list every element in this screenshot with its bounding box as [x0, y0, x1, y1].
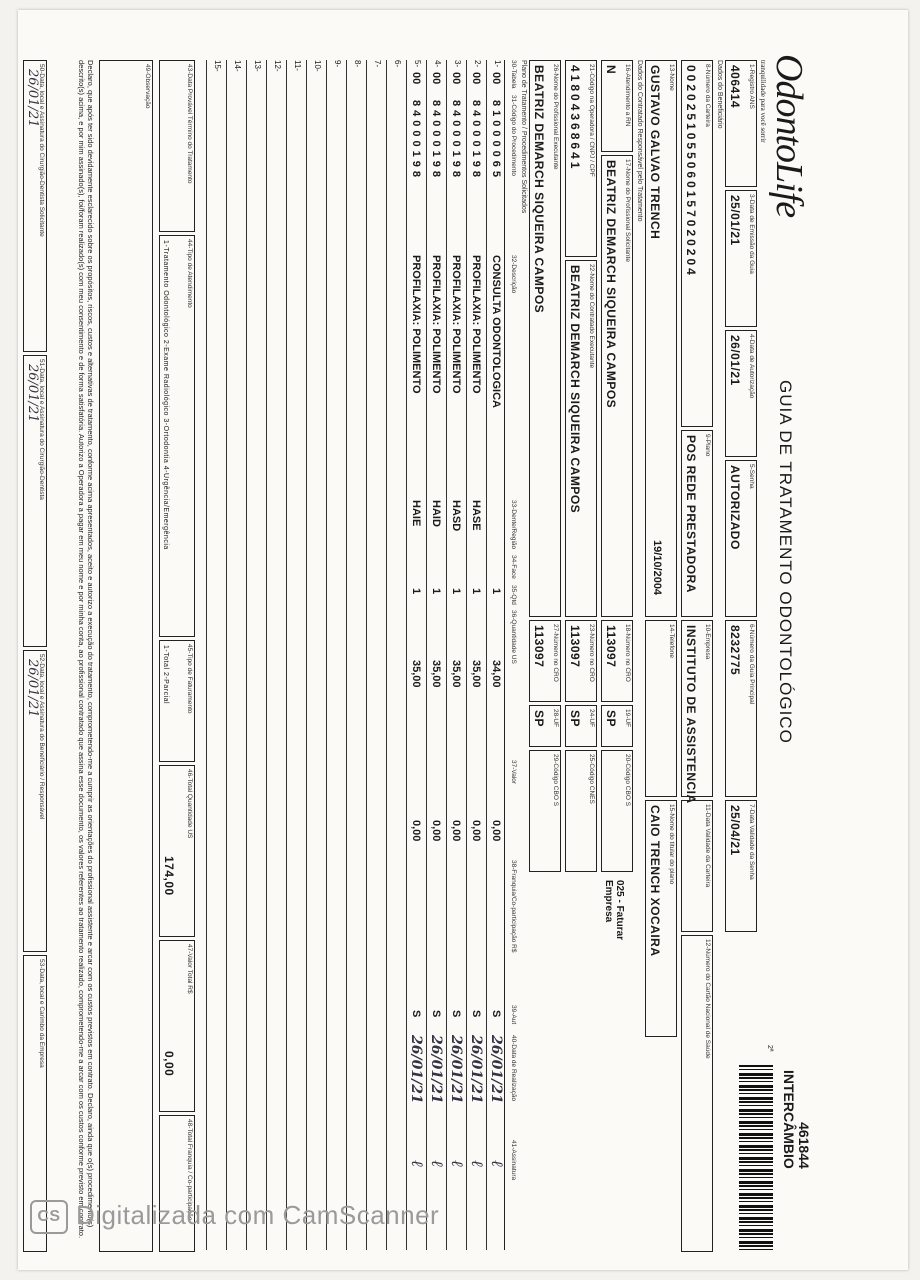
tabela: 00 — [450, 72, 462, 85]
signature-scribble: ℓ — [428, 1160, 447, 1167]
label: 9-Plano — [704, 434, 711, 457]
guide-number — [781, 1070, 811, 1169]
label: 3-Data de Emissão da Guia — [748, 194, 755, 274]
label: 16-Atendimento a RN — [624, 64, 631, 127]
field-prof-solicitante — [601, 155, 633, 617]
form-title: GUIA DE TRATAMENTO ODONTOLÓGICO — [776, 380, 795, 744]
row-number: 11- — [293, 60, 302, 71]
signature-date: 26/01/21 — [25, 69, 40, 128]
value: 1-Tratamento Odontológico 2-Exame Radiológico 3-Ortodontia 4-Urgência/Emergência — [162, 240, 169, 550]
field-uf-executante — [529, 705, 561, 747]
field-cbo-solicitante — [601, 750, 633, 872]
field-data-emissao — [725, 190, 757, 327]
field-uf-solicitante — [601, 705, 633, 747]
label: 1-Registro ANS — [748, 64, 755, 109]
row-number: 14- — [233, 60, 242, 72]
field-guia-principal — [725, 620, 757, 797]
value: N — [604, 65, 618, 75]
table-row — [446, 60, 467, 1250]
col-qtd: 35-Qtd — [510, 585, 517, 605]
qtd: 1 — [490, 588, 502, 595]
label: 50-Data, local e Assinatura do Cirurgião-Dentista Solicitante — [38, 64, 45, 237]
value: SP — [568, 710, 582, 728]
procedures-header — [504, 60, 517, 1250]
watermark-text: Digitalizada com CamScanner — [76, 1200, 440, 1230]
codigo: 84000198 — [410, 100, 422, 181]
guide-type: INTERCÂMBIO — [781, 1070, 797, 1169]
signature-scribble: ℓ — [488, 1160, 507, 1167]
signature-scribble: ℓ — [448, 1160, 467, 1167]
table-row — [426, 60, 447, 1250]
regiao: HASE — [470, 500, 482, 531]
col-assinatura: 41-Assinatura — [510, 1140, 517, 1181]
signature-scribble: ℓ — [468, 1160, 487, 1167]
row-number: 13- — [253, 60, 262, 72]
col-descricao: 32-Descrição — [510, 255, 517, 294]
label: 45-Tipo de Faturamento — [186, 644, 193, 714]
field-validade-carteira — [681, 800, 713, 932]
field-uf-contratado — [565, 705, 597, 747]
odontolife-logo — [759, 54, 811, 217]
us: 35,00 — [410, 660, 422, 688]
table-row-empty — [286, 60, 303, 1250]
field-cnes — [565, 750, 597, 872]
value: GUSTAVO GALVAO TRENCH — [648, 65, 662, 240]
row-number: 12- — [273, 60, 282, 72]
row-number: 5- — [413, 60, 422, 68]
value: 113097 — [604, 625, 618, 668]
label: 18-Número no CRO — [624, 624, 631, 682]
value: 113097 — [568, 625, 582, 668]
table-row — [466, 60, 487, 1250]
descricao: CONSULTA ODONTOLOGICA — [490, 255, 502, 408]
section-responsavel: Dados do Contratado Responsável pelo Tratamento — [636, 60, 643, 222]
row-number: 7- — [373, 60, 382, 68]
value: CAIO TRENCH XOCAIRA — [648, 805, 662, 957]
data: 26/01/21 — [428, 1035, 444, 1104]
field-cro-executante — [529, 620, 561, 702]
label: 53-Data, local e Carimbo da Empresa — [38, 959, 45, 1068]
row-number: 15- — [213, 60, 222, 72]
value: BEATRIZ DEMARCH SIQUEIRA CAMPOS — [568, 265, 582, 514]
table-row-empty — [266, 60, 283, 1250]
value: 8232775 — [728, 625, 742, 676]
codigo: 84000198 — [450, 100, 462, 181]
col-aut: 39-Aut — [510, 1005, 517, 1025]
codigo: 81000065 — [490, 100, 502, 181]
camscanner-watermark — [30, 1200, 439, 1234]
label: 51-Data, local e Assinatura do Cirurgião-Dentista — [38, 359, 45, 500]
label: 8-Número da Carteira — [704, 64, 711, 127]
row-number: 1- — [493, 60, 502, 68]
field-registro-ans — [725, 60, 757, 187]
valor: 0,00 — [470, 820, 482, 842]
barcode-image — [739, 1065, 773, 1250]
table-row-empty — [246, 60, 263, 1250]
descricao: PROFILAXIA: POLIMENTO — [430, 255, 442, 394]
value: 113097 — [532, 625, 546, 668]
col-data: 40-Data de Realização — [510, 1035, 517, 1102]
aut: S — [450, 1010, 462, 1018]
descricao: PROFILAXIA: POLIMENTO — [470, 255, 482, 394]
qtd: 1 — [430, 588, 442, 595]
field-termino — [159, 60, 195, 232]
label: 4-Data de Autorização — [748, 334, 755, 399]
label: 52-Data, local e Assinatura do Beneficiário / Responsável — [38, 654, 45, 820]
table-row-empty — [306, 60, 323, 1250]
regiao: HAIE — [410, 500, 422, 527]
dental-treatment-form — [23, 50, 813, 1260]
qtd: 1 — [470, 588, 482, 595]
row-number: 3- — [453, 60, 462, 68]
value: 26/01/21 — [728, 335, 742, 386]
col-tabela: 30-Tabela — [510, 60, 517, 89]
aut: S — [410, 1010, 422, 1018]
label: 7-Data Validade da Senha — [748, 804, 755, 880]
field-observacao — [99, 60, 153, 1252]
field-validade-senha — [725, 800, 757, 932]
field-num-carteira — [681, 60, 713, 427]
col-us: 36-Quantidade US — [510, 610, 517, 664]
value: 406414 — [728, 65, 742, 109]
valor: 0,00 — [490, 820, 502, 842]
label: 17-Nome do Profissional Solicitante — [624, 159, 631, 262]
qtd: 1 — [450, 588, 462, 595]
row-number: 8- — [353, 60, 362, 68]
label: 21-Código na Operadora / CNPJ / CPF — [588, 64, 595, 177]
valor: 0,00 — [450, 820, 462, 842]
tabela: 00 — [490, 72, 502, 85]
aut: S — [430, 1010, 442, 1018]
field-total-us — [159, 765, 195, 937]
declaration-text: Declaro, que após ter sido devidamente esclarecido sobre os propósitos, riscos, custos e alternativas de tratamento, conforme acima apresentados, aceito e autorizo a execução do tratamento, comprometendo-me a cumprir as orientações do profissional assistente e arcar com os custos previstos em contrato. Declaro, ainda que o(s) procedimento(s) descrito(s) acima, e por mim assinado(s), foi/foram realizado(s) com meu consentimento e de forma satisfatória. Autorizo a Operadora a pagar em meu nome e por minha conta, ao profissional contratado que assina esse documento, os valores referentes ao tratamento realizado, comprometendo-me a arcar com os custos conforme previsto em contrato. — [77, 60, 95, 1239]
field-cartao-nacional — [681, 935, 713, 1252]
field-nome — [645, 60, 677, 617]
tabela: 00 — [470, 72, 482, 85]
data: 26/01/21 — [408, 1035, 424, 1104]
row-number: 2- — [473, 60, 482, 68]
field-tipo-atendimento — [159, 235, 195, 637]
field-empresa — [681, 620, 713, 804]
field-atendimento-rn — [601, 60, 633, 152]
signature-date: 26/01/21 — [25, 659, 40, 718]
label: 5-Senha — [748, 464, 755, 489]
value: 174,00 — [162, 856, 176, 896]
logo-text: OdontoLife — [768, 54, 810, 218]
qtd: 1 — [410, 588, 422, 595]
us: 35,00 — [470, 660, 482, 688]
tabela: 00 — [430, 72, 442, 85]
field-cbo-executante — [529, 750, 561, 872]
codigo: 84000198 — [470, 100, 482, 181]
signature-scribble: ℓ — [408, 1160, 427, 1167]
birth-date: 19/10/2004 — [651, 540, 663, 596]
value: BEATRIZ DEMARCH SIQUEIRA CAMPOS — [532, 65, 546, 314]
signature-box-solicitante — [23, 60, 47, 352]
col-face: 34-Face — [510, 555, 517, 579]
data: 26/01/21 — [468, 1035, 484, 1104]
value: SP — [604, 710, 618, 728]
signature-box-beneficiario — [23, 650, 47, 952]
descricao: PROFILAXIA: POLIMENTO — [410, 255, 422, 394]
regiao: HAID — [430, 500, 442, 527]
data: 26/01/21 — [488, 1035, 504, 1104]
table-row-empty — [386, 60, 403, 1250]
descricao: PROFILAXIA: POLIMENTO — [450, 255, 462, 394]
label: 46-Total Quantidade US — [186, 769, 193, 839]
col-franquia: 38-Franquia/Co-participação R$ — [510, 860, 517, 953]
table-row-empty — [326, 60, 343, 1250]
field-codigo-operadora — [565, 60, 597, 257]
field-tipo-faturamento — [159, 640, 195, 762]
us: 34,00 — [490, 660, 502, 688]
table-row-empty — [226, 60, 243, 1250]
label: 6-Número da Guia Principal — [748, 624, 755, 705]
valor: 0,00 — [410, 820, 422, 842]
field-cro-solicitante — [601, 620, 633, 702]
label: 48-Total Franquia / Co-participação — [186, 1119, 193, 1221]
table-row — [406, 60, 427, 1250]
field-contratado-executante — [565, 260, 597, 617]
codigo: 84000198 — [430, 100, 442, 181]
label: 28-UF — [552, 709, 559, 728]
page-mark: 2ª — [766, 1045, 773, 1052]
data: 26/01/21 — [448, 1035, 464, 1104]
field-prof-executante — [529, 60, 561, 617]
field-data-autorizacao — [725, 330, 757, 457]
label: 20-Código CBO S — [624, 754, 631, 807]
label: 22-Nome do Contratado Executante — [588, 264, 595, 369]
label: 26-Nome do Profissional Executante — [552, 64, 559, 170]
label: 27-Número no CRO — [552, 624, 559, 682]
section-procedimentos: Plano de Tratamento / Procedimentos Solicitados — [520, 60, 527, 214]
field-valor-total — [159, 940, 195, 1112]
label: 19-UF — [624, 709, 631, 728]
regiao: HASD — [450, 500, 462, 532]
value: 25/01/21 — [728, 195, 742, 246]
row-number: 6- — [393, 60, 402, 68]
value: INSTITUTO DE ASSISTENCIA — [684, 625, 698, 804]
field-telefone — [645, 620, 677, 797]
col-codigo: 31-Código do Procedimento — [510, 95, 517, 176]
signature-date: 26/01/21 — [25, 364, 40, 423]
label: 13-Nome — [668, 64, 675, 91]
faturar-empresa: 025 - Faturar Empresa — [603, 880, 625, 941]
label: 43-Data Provável Término do Tratamento — [186, 64, 193, 184]
value: 1-Total 2-Parcial — [162, 645, 169, 705]
logo-tagline: tranquilidade para você sorrir — [759, 60, 767, 143]
label: 44-Tipo de Atendimento — [186, 239, 193, 308]
label: 24-UF — [588, 709, 595, 728]
label: 49-Observação — [144, 64, 151, 109]
label: 47-Valor Total R$ — [186, 944, 193, 994]
label: 23-Número no CRO — [588, 624, 595, 682]
signature-box-dentista — [23, 355, 47, 647]
label: 29-Código CBO S — [552, 754, 559, 807]
field-titular — [645, 800, 677, 1037]
label: 15-Nome do titular do plano — [668, 804, 675, 885]
table-row-empty — [346, 60, 363, 1250]
value: 25/04/21 — [728, 805, 742, 856]
value: SP — [532, 710, 546, 728]
row-number: 4- — [433, 60, 442, 68]
value: 0,00 — [162, 1051, 176, 1077]
valor: 0,00 — [430, 820, 442, 842]
value: POS REDE PRESTADORA — [684, 435, 698, 593]
row-number: 10- — [313, 60, 322, 72]
aut: S — [490, 1010, 502, 1018]
value: AUTORIZADO — [728, 465, 742, 550]
field-senha — [725, 460, 757, 617]
label: 11-Data Validade da Carteira — [704, 804, 711, 888]
table-row-empty — [366, 60, 383, 1250]
tabela: 00 — [410, 72, 422, 85]
label: 14-Telefone — [668, 624, 675, 658]
row-number: 9- — [333, 60, 342, 68]
us: 35,00 — [430, 660, 442, 688]
guide-number-value: 461844 — [796, 1122, 812, 1169]
col-regiao: 33-Dente/Região — [510, 500, 517, 550]
label: 25-Código CNES — [588, 754, 595, 804]
table-row-empty — [206, 60, 223, 1250]
table-row — [486, 60, 507, 1250]
label: 12-Número do Cartão Nacional de Saúde — [704, 939, 711, 1059]
col-valor: 37-Valor — [510, 760, 517, 785]
value: 0020251055060157020204 — [684, 65, 698, 278]
value: BEATRIZ DEMARCH SIQUEIRA CAMPOS — [604, 160, 618, 409]
scanned-paper — [18, 10, 908, 1270]
field-cro-contratado — [565, 620, 597, 702]
us: 35,00 — [450, 660, 462, 688]
section-beneficiario: Dados do Beneficiário — [716, 60, 723, 129]
value: 41804368641 — [568, 65, 582, 172]
aut: S — [470, 1010, 482, 1018]
field-plano — [681, 430, 713, 617]
camscanner-icon: CS — [30, 1200, 68, 1234]
label: 10-Empresa — [704, 624, 711, 660]
